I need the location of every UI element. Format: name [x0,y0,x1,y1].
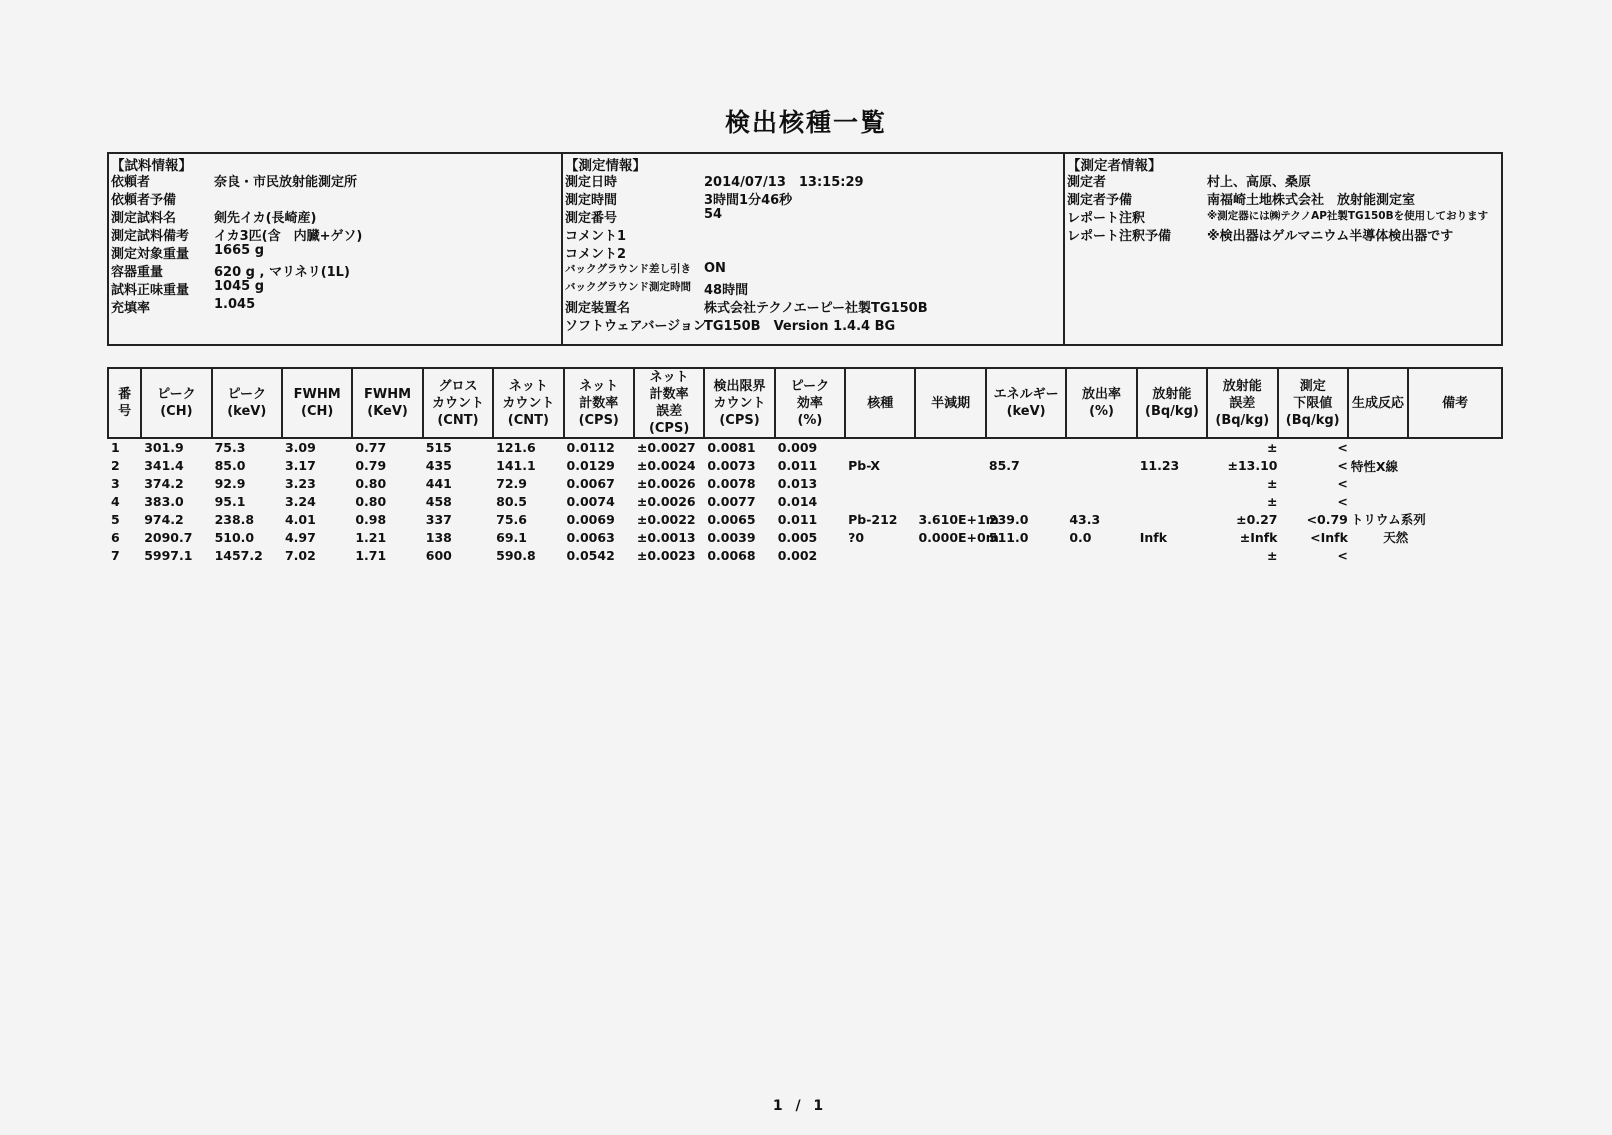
table-cell [986,438,1066,457]
table-cell: ±0.0024 [636,458,696,474]
table-cell [1348,438,1408,457]
column-header: 放射能 (Bq/kg) [1137,368,1207,438]
table-cell: 0.0129 [566,458,615,474]
table-cell: ± [1267,493,1278,509]
measure-info-row: 測定装置名 株式会社テクノエーピー社製TG150B [565,301,928,316]
column-header: 備考 [1408,368,1502,438]
column-header: 生成反応 [1348,368,1408,438]
measure-info-row: コメント1 [565,229,627,244]
table-cell: 138 [425,529,452,545]
table-cell: 80.5 [496,493,527,509]
table-cell: < [1337,440,1348,456]
table-cell: 0.0065 [707,511,756,527]
table-cell: 7.02 [284,547,316,563]
table-cell: ± [1267,547,1278,563]
sample-info-row: 依頼者 奈良・市民放射能測定所 [111,175,358,190]
measure-info-heading: 【測定情報】 [565,158,646,174]
table-cell: 6 [111,529,120,545]
table-cell: 0.0081 [707,440,756,456]
table-cell [1408,457,1502,475]
table-cell: < [1337,493,1348,509]
column-header: 測定 下限値 (Bq/kg) [1278,368,1348,438]
table-cell: 75.3 [214,440,246,456]
table-cell: 0.0067 [566,476,615,492]
table-row [108,546,1502,564]
table-cell: 0.0039 [707,529,756,545]
table-cell [986,475,1066,493]
sample-info-row: 依頼者予備 [111,193,177,208]
column-header: 核種 [845,368,915,438]
table-cell: 121.6 [496,440,536,456]
table-cell: 0.014 [777,493,818,509]
table-cell: 1 [111,440,120,456]
table-cell: 590.8 [496,547,536,563]
column-header: 放出率 (%) [1066,368,1136,438]
table-cell: Pb-X [848,458,881,474]
table-cell: 0.98 [355,511,387,527]
table-cell: 0.0112 [566,440,615,456]
table-cell: Pb-212 [848,511,898,527]
table-cell: 5 [111,511,120,527]
table-cell: 301.9 [144,440,184,456]
table-cell: 0.0542 [566,547,615,563]
detection-table [107,367,1503,564]
table-cell: 0.79 [355,458,387,474]
sample-info-row: 充填率 1.045 [111,297,256,316]
column-header: ピーク (CH) [141,368,211,438]
table-cell: 0.000E+0m [918,529,999,545]
measure-info-row: バックグラウンド測定時間 48時間 [565,281,749,298]
table-cell: 特性X線 [1350,458,1399,474]
table-cell: 0.80 [355,493,387,509]
table-cell [845,475,915,493]
table-cell: ±0.0022 [636,511,696,527]
table-cell: 3 [111,476,120,492]
table-row [108,528,1502,546]
table-cell: 239.0 [988,511,1029,527]
column-header: FWHM (KeV) [352,368,422,438]
table-cell [845,493,915,511]
table-cell: 0.0078 [707,476,756,492]
table-row [108,510,1502,528]
table-cell: ± [1267,440,1278,456]
sample-info-heading: 【試料情報】 [111,158,192,174]
table-row [108,493,1502,511]
page-title: 検出核種一覧 [724,108,887,137]
table-cell [1066,493,1136,511]
table-cell: 1457.2 [214,547,263,563]
table-cell [915,457,985,475]
page-indicator: 1 / 1 [772,1098,828,1114]
table-cell: 600 [425,547,452,563]
table-cell [1408,546,1502,564]
sample-info-row: 容器重量 620 g , マリネリ(1L) [111,265,350,280]
operator-info-heading: 【測定者情報】 [1067,158,1162,174]
table-cell [915,493,985,511]
table-cell: 0.013 [777,476,818,492]
table-cell: 85.7 [988,458,1020,474]
table-cell: 458 [425,493,452,509]
table-cell: 374.2 [144,476,184,492]
table-cell [1137,438,1207,457]
sample-info-panel [109,154,561,344]
table-cell: 1.21 [355,529,387,545]
table-cell [1408,475,1502,493]
measure-info-row: 測定時間 3時間1分46秒 [565,193,793,208]
table-row [108,457,1502,475]
table-cell: 141.1 [496,458,536,474]
table-cell: ?0 [848,529,865,545]
table-cell: 0.011 [777,511,818,527]
sample-info-row: 試料正味重量 1045 g [111,279,265,298]
table-cell [1066,457,1136,475]
column-header: グロス カウント (CNT) [423,368,493,438]
table-cell: 510.0 [214,529,255,545]
table-cell [1408,438,1502,457]
table-row [108,438,1502,457]
table-cell: 0.0074 [566,493,615,509]
table-cell [1348,546,1408,564]
table-cell: < [1337,476,1348,492]
table-cell: 4.01 [284,511,316,527]
table-cell: 0.80 [355,476,387,492]
operator-info-row: レポート注釈予備 ※検出器はゲルマニウム半導体検出器です [1067,229,1454,244]
info-box [107,152,1503,346]
table-cell: トリウム系列 [1350,512,1426,528]
column-header: エネルギー (keV) [986,368,1066,438]
table-cell: 238.8 [214,511,255,527]
table-cell: 0.77 [355,440,387,456]
table-cell: 43.3 [1069,511,1101,527]
measure-info-panel [561,154,1063,344]
measure-info-row: バックグラウンド差し引き ON [565,261,726,276]
column-header: ネット 計数率 (CPS) [564,368,634,438]
table-cell: 0.009 [777,440,818,456]
table-cell [915,438,985,457]
table-cell: 1.71 [355,547,387,563]
table-cell [845,438,915,457]
table-cell: 0.002 [777,547,818,563]
table-cell: ±Infk [1239,529,1278,545]
table-cell: 92.9 [214,476,246,492]
table-cell: 4.97 [284,529,316,545]
measure-info-row: 測定番号 54 [565,207,723,226]
table-cell: 3.23 [284,476,316,492]
table-cell: ±0.0026 [636,493,696,509]
column-header: ネット 計数率 誤差 (CPS) [634,368,704,438]
table-cell [1066,546,1136,564]
sample-info-row: 測定対象重量 1665 g [111,243,265,262]
table-cell: 69.1 [496,529,527,545]
column-header: 検出限界 カウント (CPS) [704,368,774,438]
table-cell: < [1337,458,1348,474]
table-cell: 0.0069 [566,511,615,527]
table-cell: 3.610E+1m [918,511,999,527]
table-cell [1137,546,1207,564]
table-cell: 435 [425,458,452,474]
table-cell: 5997.1 [144,547,193,563]
table-cell: 11.23 [1139,458,1180,474]
table-cell [1137,475,1207,493]
table-header-row [108,368,1502,438]
measure-info-row: ソフトウェアバージョン TG150B Version 1.4.4 BG [565,319,896,334]
table-cell: ±0.0027 [636,440,696,456]
table-cell: 天然 [1383,530,1409,546]
table-cell [1408,493,1502,511]
table-cell: 341.4 [144,458,184,474]
table-cell: <Infk [1310,529,1348,545]
table-cell [1137,493,1207,511]
table-cell [1408,528,1502,546]
table-cell [1066,438,1136,457]
table-cell: 0.0063 [566,529,615,545]
table-cell: ±0.0023 [636,547,696,563]
table-cell [845,546,915,564]
table-cell: 0.0077 [707,493,756,509]
table-cell: 337 [425,511,452,527]
table-cell [915,475,985,493]
column-header: ネット カウント (CNT) [493,368,563,438]
table-cell [986,493,1066,511]
operator-info-row: 測定者予備 南福崎土地株式会社 放射能測定室 [1067,193,1416,208]
table-cell: <0.79 [1306,511,1348,527]
table-cell [986,546,1066,564]
table-cell: 0.011 [777,458,818,474]
table-cell [1137,510,1207,528]
column-header: 番 号 [108,368,141,438]
table-cell: 383.0 [144,493,184,509]
table-row [108,475,1502,493]
table-cell: 0.0 [1069,529,1092,545]
table-cell: < [1337,547,1348,563]
sample-info-row: 測定試料名 剣先イカ(長崎産) [111,211,317,226]
operator-info-row: レポート注釈 ※測定器には㈱テクノAP社製TG150Bを使用しております [1067,210,1489,226]
table-cell: 2090.7 [144,529,193,545]
table-cell: 4 [111,493,120,509]
column-header: ピーク (keV) [212,368,282,438]
table-cell [915,546,985,564]
table-cell: 0.0073 [707,458,756,474]
column-header: ピーク 効率 (%) [775,368,845,438]
table-cell: ±0.0026 [636,476,696,492]
table-cell: ±13.10 [1227,458,1278,474]
table-cell: 0.005 [777,529,818,545]
column-header: FWHM (CH) [282,368,352,438]
table-cell: 75.6 [496,511,527,527]
table-body [108,438,1502,564]
table-cell: 95.1 [214,493,246,509]
operator-info-panel [1063,154,1501,344]
table-cell: 72.9 [496,476,527,492]
sample-info-row: 測定試料備考 イカ3匹(含 内臓+ゲソ) [111,229,363,244]
column-header: 半減期 [915,368,985,438]
table-cell: 7 [111,547,120,563]
column-header: 放射能 誤差 (Bq/kg) [1207,368,1277,438]
table-cell [1348,475,1408,493]
table-cell: ± [1267,476,1278,492]
measure-info-row: コメント2 [565,247,627,262]
operator-info-row: 測定者 村上、高原、桑原 [1067,175,1312,190]
measure-info-row: 測定日時 2014/07/13 13:15:29 [565,175,864,190]
table-cell: 511.0 [988,529,1029,545]
table-cell: 0.0068 [707,547,756,563]
table-cell: 3.24 [284,493,316,509]
table-cell: 974.2 [144,511,184,527]
table-cell: 2 [111,458,120,474]
table-cell: 85.0 [214,458,246,474]
table-cell: 3.17 [284,458,316,474]
table-cell: ±0.27 [1236,511,1278,527]
table-cell: 3.09 [284,440,316,456]
table-cell [1066,475,1136,493]
table-cell [1348,493,1408,511]
table-cell: ±0.0013 [636,529,696,545]
table-cell: 441 [425,476,452,492]
table-cell: 515 [425,440,452,456]
table-cell: Infk [1139,529,1168,545]
